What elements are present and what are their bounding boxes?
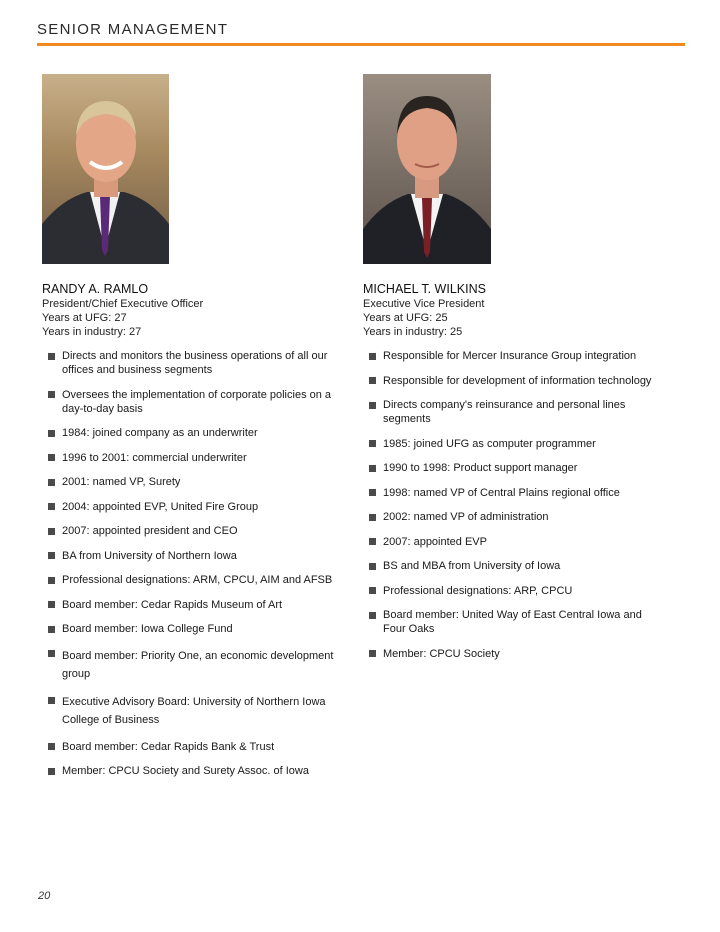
bullet-square-icon <box>48 503 55 510</box>
bullet-square-icon <box>48 626 55 633</box>
years-at-ufg: Years at UFG: 25 <box>363 312 448 324</box>
bullet-square-icon <box>369 440 376 447</box>
list-item: BS and MBA from University of Iowa <box>367 559 663 573</box>
bullet-square-icon <box>48 430 55 437</box>
bullet-square-icon <box>369 465 376 472</box>
header-divider <box>37 43 685 46</box>
list-item: Member: CPCU Society and Surety Assoc. of Iowa <box>46 764 342 778</box>
list-item: 2002: named VP of administration <box>367 510 663 524</box>
bio-list <box>363 349 663 661</box>
bullet-square-icon <box>369 563 376 570</box>
list-item: 2007: appointed EVP <box>367 535 663 549</box>
page-number: 20 <box>38 890 51 902</box>
list-item: Oversees the implementation of corporate policies on a day-to-day basis <box>46 388 342 416</box>
list-item: Directs and monitors the business operations of all our offices and business segments <box>46 349 342 377</box>
bullet-square-icon <box>369 514 376 521</box>
list-item: Board member: Cedar Rapids Museum of Art <box>46 598 342 612</box>
list-item: Board member: Cedar Rapids Bank & Trust <box>46 740 342 754</box>
list-item: 2001: named VP, Surety <box>46 475 342 489</box>
years-in-industry: Years in industry: 27 <box>42 326 142 338</box>
list-item: 1985: joined UFG as computer programmer <box>367 437 663 451</box>
list-item: Responsible for Mercer Insurance Group integration <box>367 349 663 363</box>
years-at-ufg: Years at UFG: 27 <box>42 312 127 324</box>
portrait-photo <box>363 74 491 264</box>
bullet-square-icon <box>48 650 55 657</box>
person-name: RANDY A. RAMLO <box>42 282 149 296</box>
person-title: Executive Vice President <box>363 298 485 310</box>
bullet-square-icon <box>48 528 55 535</box>
person-title: President/Chief Executive Officer <box>42 298 204 310</box>
list-item: 1996 to 2001: commercial underwriter <box>46 451 342 465</box>
list-item: Member: CPCU Society <box>367 647 663 661</box>
years-in-industry: Years in industry: 25 <box>363 326 463 338</box>
bullet-square-icon <box>48 601 55 608</box>
section-title: SENIOR MANAGEMENT <box>37 21 229 38</box>
bullet-square-icon <box>48 697 55 704</box>
bullet-square-icon <box>48 479 55 486</box>
bio-list <box>42 349 342 778</box>
bullet-square-icon <box>369 612 376 619</box>
bullet-square-icon <box>369 489 376 496</box>
bullet-square-icon <box>48 391 55 398</box>
bullet-square-icon <box>48 577 55 584</box>
list-item: Professional designations: ARM, CPCU, AIM and AFSB <box>46 573 342 587</box>
bullet-square-icon <box>369 587 376 594</box>
list-item: 1984: joined company as an underwriter <box>46 426 342 440</box>
list-item: BA from University of Northern Iowa <box>46 549 342 563</box>
bullet-square-icon <box>48 768 55 775</box>
list-item: Directs company's reinsurance and personal lines segments <box>367 398 663 426</box>
bullet-square-icon <box>369 377 376 384</box>
portrait-illustration <box>363 74 491 264</box>
bullet-square-icon <box>48 552 55 559</box>
list-item: 1990 to 1998: Product support manager <box>367 461 663 475</box>
profile-michael-wilkins <box>363 74 663 671</box>
list-item: Board member: United Way of East Central Iowa and Four Oaks <box>367 608 663 636</box>
bullet-square-icon <box>48 743 55 750</box>
list-item: Responsible for development of information technology <box>367 374 663 388</box>
bullet-square-icon <box>369 353 376 360</box>
profile-randy-ramlo <box>42 74 342 789</box>
bullet-square-icon <box>369 538 376 545</box>
person-name: MICHAEL T. WILKINS <box>363 282 486 296</box>
list-item: 1998: named VP of Central Plains regional office <box>367 486 663 500</box>
list-item: Executive Advisory Board: University of Northern Iowa College of Business <box>46 693 342 729</box>
portrait-illustration <box>42 74 169 264</box>
portrait-photo <box>42 74 169 264</box>
list-item: 2007: appointed president and CEO <box>46 524 342 538</box>
bullet-square-icon <box>369 650 376 657</box>
list-item: 2004: appointed EVP, United Fire Group <box>46 500 342 514</box>
bullet-square-icon <box>48 353 55 360</box>
bullet-square-icon <box>48 454 55 461</box>
list-item: Board member: Iowa College Fund <box>46 622 342 636</box>
bullet-square-icon <box>369 402 376 409</box>
list-item: Professional designations: ARP, CPCU <box>367 584 663 598</box>
list-item: Board member: Priority One, an economic development group <box>46 647 342 683</box>
